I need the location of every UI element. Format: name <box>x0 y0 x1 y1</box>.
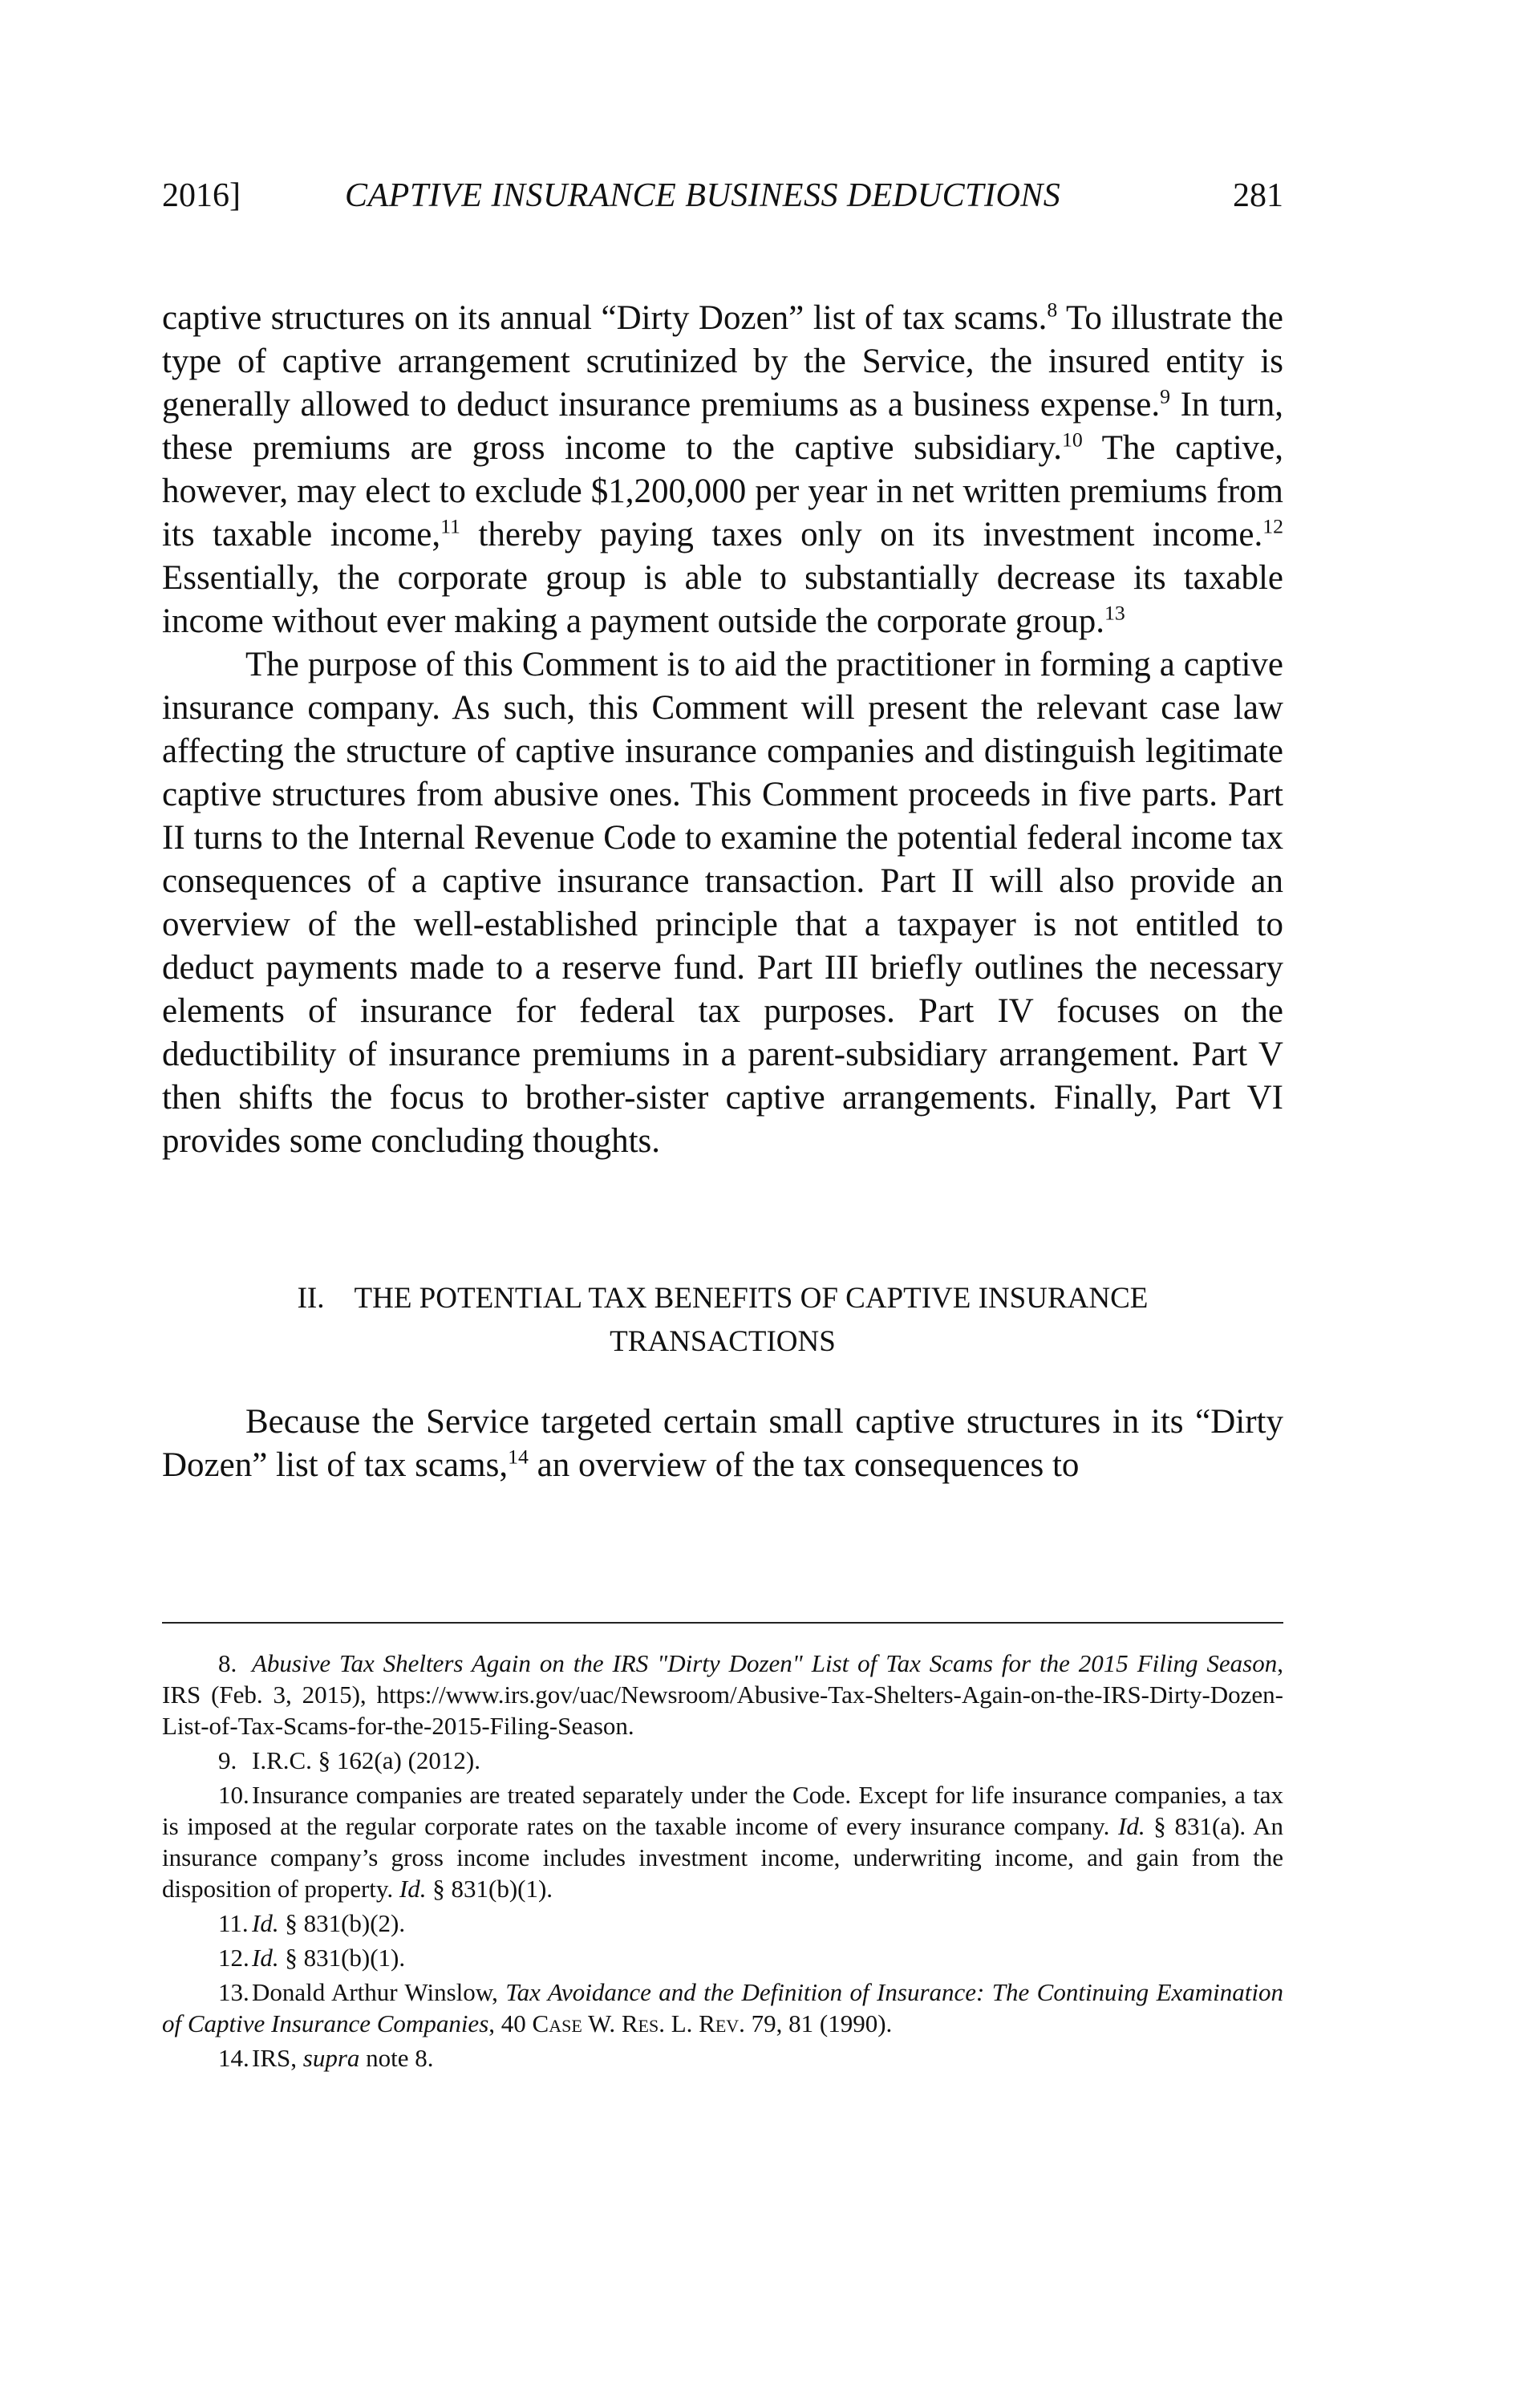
footnote-14 <box>162 2042 1283 2074</box>
text-span: In turn, these premiums are gross income to the captive subsidiary. <box>162 386 1283 467</box>
id-signal: Id. <box>1118 1812 1145 1840</box>
citation-text: IRS, <box>252 2044 303 2072</box>
footnote-number: 8. <box>218 1649 237 1677</box>
paragraph-1 <box>162 297 1283 643</box>
footnote-12 <box>162 1942 1283 1973</box>
footnote-divider <box>162 1622 1283 1624</box>
journal-name: Case W. Res. L. Rev. <box>532 2009 745 2037</box>
paragraph-3 <box>162 1401 1283 1487</box>
body-text-section-2 <box>162 1401 1283 1487</box>
id-signal: Id. <box>252 1909 279 1937</box>
footnote-ref-12[interactable]: 12 <box>1262 514 1284 538</box>
section-heading <box>162 1277 1283 1364</box>
footnote-number: 11. <box>218 1909 249 1937</box>
id-signal: Id. <box>399 1875 427 1903</box>
text-span: an overview of the tax consequences to <box>528 1446 1080 1484</box>
footnote-number: 10. <box>218 1781 249 1809</box>
citation-text: 79, 81 (1990). <box>744 2009 893 2037</box>
text-span: The captive, however, may elect to exclude $1,200,000 per year in net written premiums from its taxable income, <box>162 429 1283 553</box>
author: Donald Arthur Winslow, <box>252 1978 506 2006</box>
footnote-ref-14[interactable]: 14 <box>508 1445 529 1469</box>
footnote-ref-11[interactable]: 11 <box>440 514 460 538</box>
footnote-10 <box>162 1779 1283 1904</box>
citation-text: , 40 <box>488 2009 533 2037</box>
footnote-ref-9[interactable]: 9 <box>1160 384 1170 408</box>
volume-year: 2016] <box>162 177 241 214</box>
supra-signal: supra <box>302 2044 360 2072</box>
footnote-number: 12. <box>218 1944 249 1972</box>
text-span: To illustrate the type of captive arrangement scrutinized by the Service, the insured entity is generally allowed to deduct insurance premiums as a business expense. <box>162 299 1283 424</box>
footnote-ref-10[interactable]: 10 <box>1061 428 1083 452</box>
footnotes <box>162 1648 1283 2077</box>
body-text <box>162 297 1283 1163</box>
footnote-text: § 831(a). An insurance company’s gross income includes investment income, underwriting income, and gain from the disposition of property. <box>162 1812 1283 1903</box>
cited-title: Abusive Tax Shelters Again on the IRS "Dirty Dozen" List of Tax Scams for the 2015 Filing Season <box>252 1649 1278 1677</box>
citation-text: § 831(b)(1). <box>278 1944 406 1972</box>
footnote-13 <box>162 1976 1283 2039</box>
text-span: thereby paying taxes only on its investment income. <box>460 516 1263 553</box>
footnote-number: 9. <box>218 1746 237 1774</box>
footnote-number: 13. <box>218 1978 249 2006</box>
footnote-text: § 831(b)(1). <box>426 1875 553 1903</box>
text-span: Essentially, the corporate group is able to substantially decrease its taxable income without ever making a payment outside the corporate group. <box>162 559 1283 640</box>
text-span: Because the Service targeted certain small captive structures in its “Dirty Dozen” list of tax scams, <box>162 1403 1283 1484</box>
section-heading-line-1: II. THE POTENTIAL TAX BENEFITS OF CAPTIVE INSURANCE <box>297 1282 1149 1315</box>
footnote-ref-13[interactable]: 13 <box>1104 601 1125 625</box>
page-number: 281 <box>1233 177 1283 214</box>
citation-text: I.R.C. § 162(a) (2012). <box>252 1746 480 1774</box>
citation-text: note 8. <box>359 2044 434 2072</box>
running-title: CAPTIVE INSURANCE BUSINESS DEDUCTIONS <box>345 177 1061 214</box>
paragraph-2: The purpose of this Comment is to aid the practitioner in forming a captive insurance company. As such, this Comment will present the relevant case law affecting the structure of captive insurance companies and distinguish legitimate captive structures from abusive ones. This Comment proceeds in five parts. Part II turns to the Internal Revenue Code to examine the potential federal income tax consequences of a captive insurance transaction. Part II will also provide an overview of the well-established principle that a taxpayer is not entitled to deduct payments made to a reserve fund. Part III briefly outlines the necessary elements of insurance for federal tax purposes. Part IV focuses on the deductibility of insurance premiums in a parent-subsidiary arrangement. Part V then shifts the focus to brother-sister captive arrangements. Finally, Part VI provides some concluding thoughts. <box>162 646 1283 1160</box>
section-heading-line-2: TRANSACTIONS <box>610 1325 836 1358</box>
footnote-number: 14. <box>218 2044 249 2072</box>
id-signal: Id. <box>252 1944 279 1972</box>
footnote-9 <box>162 1745 1283 1776</box>
footnote-text: Insurance companies are treated separately under the Code. Except for life insurance companies, a tax is imposed at the regular corporate rates on the taxable income of every insurance company. <box>162 1781 1283 1840</box>
footnote-ref-8[interactable]: 8 <box>1047 298 1058 322</box>
text-span: captive structures on its annual “Dirty Dozen” list of tax scams. <box>162 299 1048 337</box>
cited-title: Tax Avoidance and the Definition of Insurance: The Continuing Examination of Captive Insurance Companies <box>162 1978 1283 2037</box>
citation-text: § 831(b)(2). <box>278 1909 406 1937</box>
footnote-8 <box>162 1648 1283 1741</box>
citation-text: , IRS (Feb. 3, 2015), https://www.irs.gov/uac/Newsroom/Abusive-Tax-Shelters-Again-on-the-IRS-Dirty-Dozen-List-of-Tax-Scams-for-the-2015-Filing-Season. <box>162 1649 1283 1740</box>
footnote-11 <box>162 1908 1283 1939</box>
